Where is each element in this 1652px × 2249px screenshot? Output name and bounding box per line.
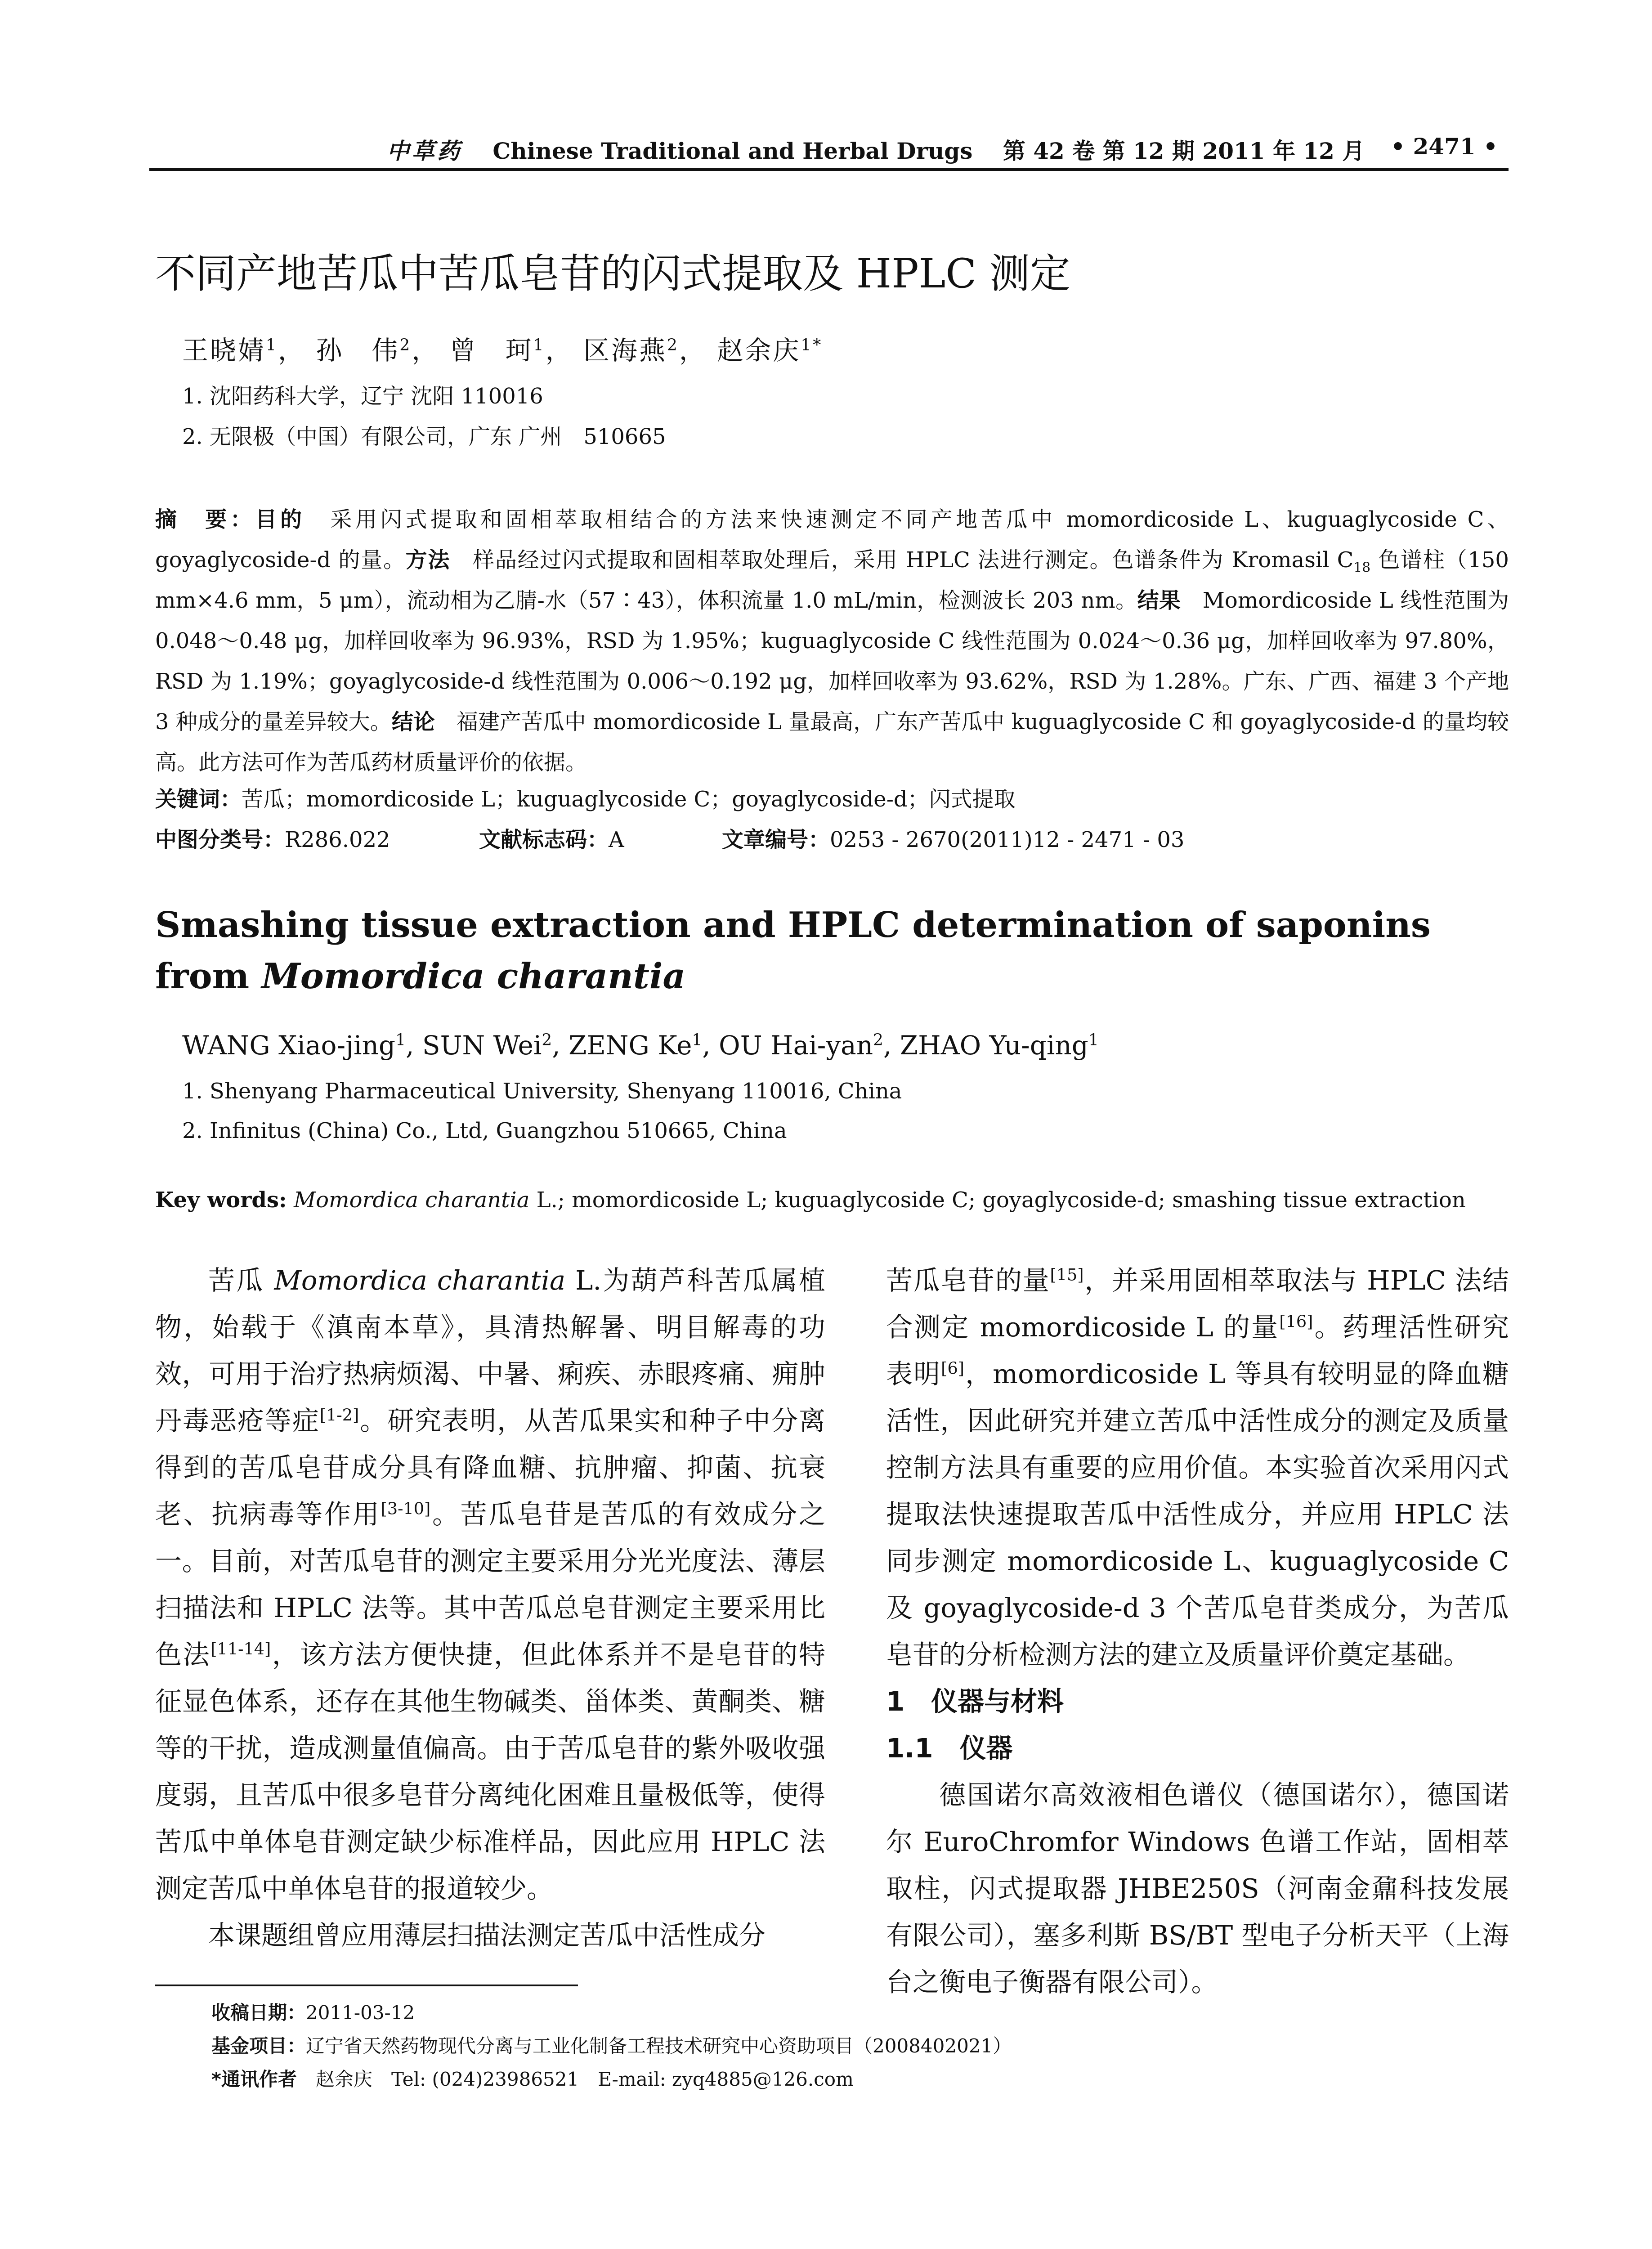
author-name: 孙 伟: [316, 335, 400, 366]
footnote-label: 基金项目：: [211, 2035, 306, 2057]
clc-field: [155, 822, 390, 853]
body-paragraph-2: 本课题组曾应用薄层扫描法测定苦瓜中活性成分: [208, 1920, 766, 1951]
author-sup: 1: [266, 336, 278, 354]
citation: [6]: [941, 1358, 964, 1378]
keywords-en: [155, 1187, 1466, 1213]
title-en-species: Momordica charantia: [261, 956, 686, 997]
footnote-text: 2011-03-12: [306, 2002, 415, 2024]
author-name-en: WANG Xiao-jing: [182, 1030, 396, 1061]
keywords-label: 关键词：: [155, 787, 242, 812]
footnote-text: 辽宁省天然药物现代分离与工业化制备工程技术研究中心资助项目（2008402021）: [306, 2035, 1012, 2057]
art-label: 文章编号：: [722, 827, 830, 852]
text-run: 。药理活性研究表明: [886, 1312, 1509, 1389]
clc-label: 中图分类号：: [155, 827, 285, 852]
section-heading-1-1: 1.1 仪器: [886, 1733, 1013, 1764]
conclusion-label: 结论: [391, 709, 435, 735]
footnote-received: [211, 1998, 415, 2025]
citation: [3-10]: [381, 1499, 431, 1519]
author-sup: 2: [667, 336, 679, 354]
keywords-en-species: Momordica charantia: [294, 1187, 530, 1213]
text-run: L.为葫芦科苦瓜属植物，始载于《滇南本草》，具清热解暑、明目解毒的功效，可用于治疗热病烦渴、中暑、痢疾、赤眼疼痛、痈肿丹毒恶疮等症: [155, 1265, 825, 1436]
author-name-en: OU Hai-yan: [719, 1030, 873, 1061]
text-run: ，并采用固相萃取法与 HPLC 法结合测定 momordicoside L 的量: [886, 1265, 1509, 1343]
affiliation-en-2: 2. Infinitus (China) Co., Ltd, Guangzhou 510665, China: [182, 1118, 787, 1143]
body-paragraph-1: [155, 1257, 825, 1912]
abstract-method-b: 色谱柱（150 mm×4.6 mm，5 μm），流动相为乙腈-水（57∶43），体积流量 1.0 mL/min，检测波长 203 nm。: [155, 547, 1509, 613]
footnote-rule: [155, 1985, 578, 1986]
journal-issue: 第 42 卷 第 12 期 2011 年 12 月: [1003, 138, 1365, 164]
citation: [11-14]: [210, 1639, 271, 1659]
species-name: Momordica charantia: [274, 1265, 566, 1296]
purpose-label: 目的: [255, 507, 305, 532]
author-name-en: SUN Wei: [422, 1030, 542, 1061]
footnote-text: 赵余庆 Tel: (024)23986521 E-mail: zyq4885@126.com: [296, 2068, 854, 2090]
author-sup-en: 1: [395, 1030, 406, 1049]
result-label: 结果: [1137, 588, 1181, 613]
affiliation-cn-2: 2. 无限极（中国）有限公司，广东 广州 510665: [182, 424, 666, 449]
paper-title-en: [155, 900, 1504, 1002]
keywords-en-label: Key words:: [155, 1187, 287, 1213]
author-list-cn: 王晓婧$^1$， 孙 伟$^2$， 曾 珂$^1$， 区海燕$^2$， 赵余庆$^{1*}$: [182, 335, 823, 366]
body-paragraph-instruments: 德国诺尔高效液相色谱仪（德国诺尔），德国诺尔 EuroChromfor Windows 色谱工作站，固相萃取柱，闪式提取器 JHBE250S（河南金鼐科技发展有限公司），塞多利斯 BS/BT 型电子分析天平（上海台之衡电子衡器有限公司）。: [886, 1779, 1509, 1998]
journal-name-en: Chinese Traditional and Herbal Drugs: [492, 138, 973, 164]
text-run: ，momordicoside L 等具有较明显的降血糖活性，因此研究并建立苦瓜中活性成分的测定及质量控制方法具有重要的应用价值。本实验首次采用闪式提取法快速提取苦瓜中活性成分，并应用 HPLC 法同步测定 momordicoside L、kuguaglycoside C 及 goyaglycoside-d 3 个苦瓜皂苷类成分，为苦瓜皂苷的分析检测方法的建立及质量评价奠定基础。: [886, 1358, 1509, 1670]
body-right-column: [886, 1257, 1509, 2006]
text-run: 苦瓜: [208, 1265, 274, 1296]
abstract-label: 摘 要：: [155, 507, 255, 532]
body-left-column: [155, 1257, 825, 1959]
author-sup: 1*: [801, 336, 823, 354]
keywords-text: 苦瓜；momordicoside L；kuguaglycoside C；goyaglycoside-d；闪式提取: [242, 787, 1016, 812]
author-list-en: WANG Xiao-jing$^1$, SUN Wei$^2$, ZENG Ke$^1$, OU Hai-yan$^2$, ZHAO Yu-qing$^1$: [182, 1030, 1099, 1061]
abstract-cn: [155, 499, 1509, 783]
author-sup: 1: [533, 336, 546, 354]
method-label: 方法: [405, 547, 451, 573]
footnote-label: 收稿日期：: [211, 2002, 306, 2024]
text-run: 苦瓜皂苷的量: [886, 1265, 1050, 1296]
clc-value: R286.022: [285, 827, 390, 852]
author-sup: 2: [399, 336, 412, 354]
text-run: 。苦瓜皂苷是苦瓜的有效成分之一。目前，对苦瓜皂苷的测定主要采用分光光度法、薄层扫描法和 HPLC 法等。其中苦瓜总皂苷测定主要采用比色法: [155, 1499, 825, 1670]
paper-title-cn: 不同产地苦瓜中苦瓜皂苷的闪式提取及 HPLC 测定: [155, 250, 1070, 297]
footnote-fund: [211, 2031, 1012, 2058]
running-header: [153, 133, 1498, 165]
doc-value: A: [609, 827, 624, 852]
text-run: ，该方法方便快捷，但此体系并不是皂苷的特征显色体系，还存在其他生物碱类、甾体类、黄酮类、糖等的干扰，造成测量值偏高。由于苦瓜皂苷的紫外吸收强度弱，且苦瓜中很多皂苷分离纯化困难且量极低等，使得苦瓜中单体皂苷测定缺少标准样品，因此应用 HPLC 法测定苦瓜中单体皂苷的报道较少。: [155, 1639, 825, 1904]
keywords-cn: [155, 782, 1016, 813]
header-rule: [149, 168, 1509, 171]
text-run: 。研究表明，从苦瓜果实和种子中分离得到的苦瓜皂苷成分具有降血糖、抗肿瘤、抑菌、抗衰老、抗病毒等作用: [155, 1405, 825, 1530]
abstract-purpose: 采用闪式提取和固相萃取相结合的方法来快速测定不同产地苦瓜中 momordicoside L、kuguaglycoside C、goyaglycoside-d 的量。: [155, 507, 1509, 573]
author-sup-en: 1: [1088, 1030, 1099, 1049]
footnote-label: *通讯作者: [211, 2068, 297, 2090]
citation: [16]: [1279, 1312, 1313, 1331]
author-name: 区海燕: [583, 335, 667, 366]
abstract-method-a: 样品经过闪式提取和固相萃取处理后，采用 HPLC 法进行测定。色谱条件为 Kromasil C: [473, 547, 1354, 573]
abstract-conclusion: 福建产苦瓜中 momordicoside L 量最高，广东产苦瓜中 kuguaglycoside C 和 goyaglycoside-d 的量均较高。此方法可作为苦瓜药材质量评价的依据。: [155, 709, 1509, 775]
title-en-line2a: from: [155, 956, 262, 997]
author-name-en: ZENG Ke: [569, 1030, 692, 1061]
author-name: 赵余庆: [717, 335, 801, 366]
title-en-line1: Smashing tissue extraction and HPLC determination of saponins: [155, 905, 1431, 945]
footnote-corresponding: [211, 2065, 854, 2092]
author-name-en: ZHAO Yu-qing: [900, 1030, 1088, 1061]
doc-field: [479, 822, 624, 853]
author-name: 曾 珂: [449, 335, 533, 366]
section-heading-1: 1 仪器与材料: [886, 1686, 1064, 1717]
abstract-result: Momordicoside L 线性范围为 0.048～0.48 μg，加样回收率为 96.93%，RSD 为 1.95%；kuguaglycoside C 线性范围为 0.024～0.36 μg，加样回收率为 97.80%，RSD 为 1.19%；goyaglycoside-d 线性范围为 0.006～0.192 μg，加样回收率为 93.62%，RSD 为 1.28%。广东、广西、福建 3 个产地 3 种成分的量差异较大。: [155, 588, 1509, 735]
body-paragraph-2-cont: [886, 1257, 1509, 1678]
affiliation-en-1: 1. Shenyang Pharmaceutical University, Shenyang 110016, China: [182, 1079, 902, 1104]
journal-info: [387, 133, 1365, 166]
journal-name-cn: 中草药: [387, 138, 462, 164]
abstract-method-sub: 18: [1353, 560, 1371, 576]
doc-label: 文献标志码：: [479, 827, 609, 852]
affiliation-cn-1: 1. 沈阳药科大学，辽宁 沈阳 110016: [182, 384, 543, 409]
author-sup-en: 2: [542, 1030, 552, 1049]
page-number: • 2471 •: [1391, 133, 1498, 160]
author-sup-en: 1: [692, 1030, 703, 1049]
keywords-en-rest: L.; momordicoside L; kuguaglycoside C; goyaglycoside-d; smashing tissue extraction: [529, 1187, 1466, 1213]
art-value: 0253 - 2670(2011)12 - 2471 - 03: [830, 827, 1185, 852]
classification-line: [155, 822, 1504, 852]
citation: [15]: [1050, 1265, 1084, 1285]
art-field: [722, 822, 1184, 853]
author-name: 王晓婧: [182, 335, 266, 366]
author-sup-en: 2: [873, 1030, 883, 1049]
citation: [1-2]: [319, 1405, 359, 1425]
